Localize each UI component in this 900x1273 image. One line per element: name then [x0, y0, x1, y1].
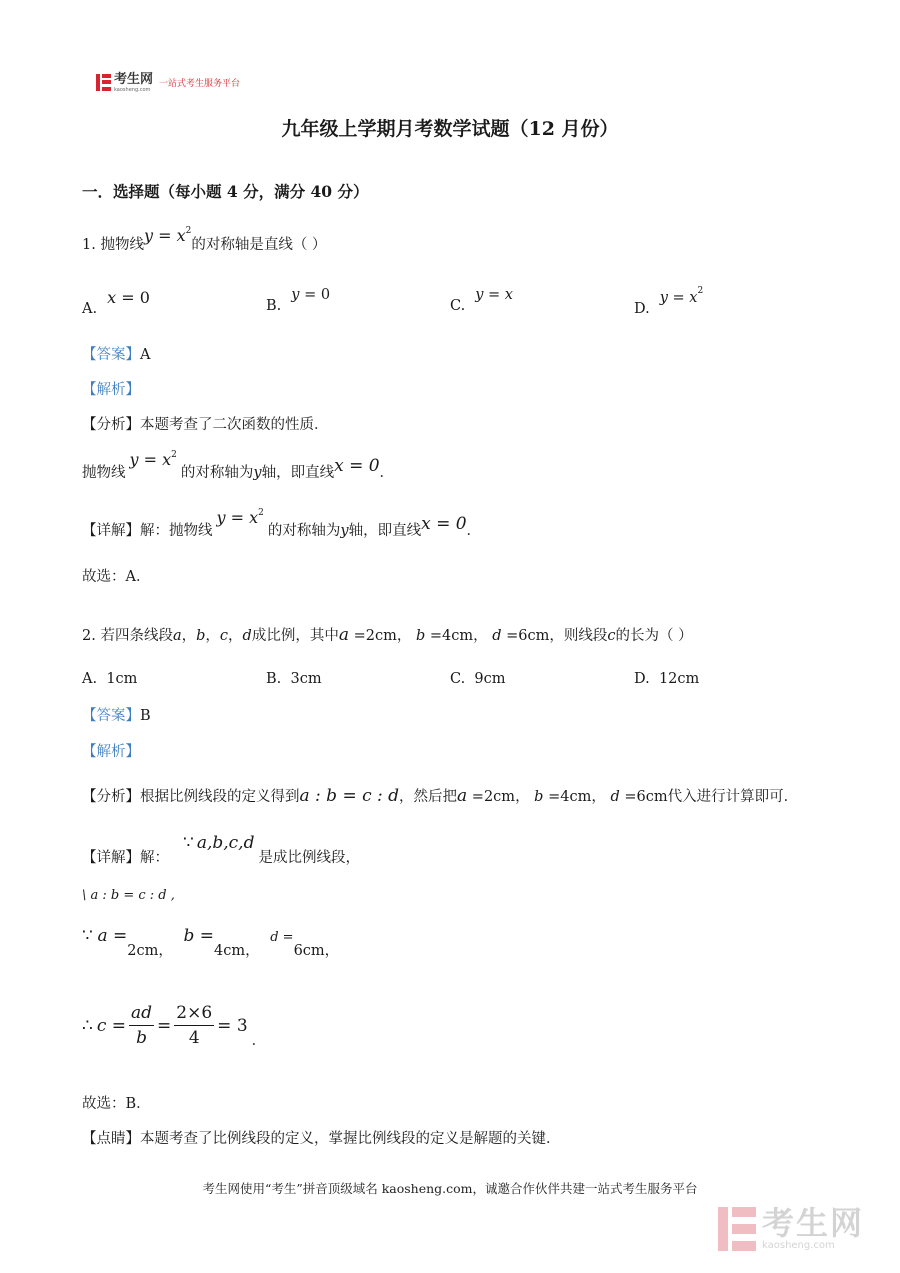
q1-options	[82, 286, 802, 320]
q2-option-b[interactable]: B. 3cm	[266, 671, 322, 687]
logo-domain: kaosheng.com	[114, 87, 151, 93]
q1-fenxi	[82, 413, 329, 434]
q2-conclusion: 故选：B．	[82, 1096, 151, 1112]
q2-answer-value: B	[140, 708, 151, 724]
q1-fenxi-text: 本题考查了二次函数的性质．	[140, 417, 329, 433]
q1-conclusion: 故选：A．	[82, 569, 151, 585]
q1-stem-prefix: 1. 抛物线	[82, 237, 144, 253]
q2-ratio: a : b = c : d	[299, 786, 400, 806]
logo-slogan: 一站式考生服务平台	[159, 78, 241, 89]
q2-stem: 2. 若四条线段a，b，c，d成比例，其中a =2cm， b =4cm， d =6cm，则线段c的长为（ ）	[82, 625, 693, 645]
q1-answer	[82, 343, 150, 364]
q2-options	[82, 671, 802, 691]
page-title: 九年级上学期月考数学试题（12 月份）	[281, 118, 619, 140]
q1-option-c[interactable]: C.y = x	[450, 287, 513, 314]
q2-option-d[interactable]: D. 12cm	[634, 671, 700, 687]
q1-answer-value: A	[140, 347, 151, 363]
watermark-domain: kaosheng.com	[762, 1240, 835, 1251]
fenxi-label: 【分析】	[82, 417, 140, 433]
watermark-logo	[718, 1206, 864, 1252]
q2-detail-line2: \ a : b = c : d ,	[82, 888, 175, 903]
section-heading: 一．选择题（每小题 4 分，满分 40 分）	[82, 182, 369, 201]
q1-option-b[interactable]: B.y = 0	[266, 287, 331, 314]
q1-stem-suffix: 的对称轴是直线（ ）	[191, 237, 327, 253]
answer-label: 【答案】	[82, 347, 140, 363]
fraction-ad-over-b: $\frac{ad}{b}$	[131, 1003, 153, 1048]
q2-fenxi: 【分析】根据比例线段的定义得到a : b = c : d，然后把a =2cm， b =4cm， d =6cm代入进行计算即可．	[82, 786, 799, 806]
detail-label: 【详解】	[82, 523, 140, 539]
q1-detail-equation: $y = x^2$	[216, 508, 264, 527]
logo-name: 考生网	[114, 72, 154, 87]
q2-dianjing: 【点睛】本题考查了比例线段的定义，掌握比例线段的定义是解题的关键．	[82, 1131, 561, 1147]
q1-stem-equation: $y = x^2$	[143, 226, 192, 245]
q2-answer: 【答案】B	[82, 708, 151, 724]
q1-stem	[82, 226, 327, 254]
q1-detail: 【详解】解：抛物线$y = x^2$的对称轴为y轴，即直线x = 0．	[82, 508, 482, 539]
header-logo	[96, 72, 240, 92]
q1-explanation-equation: $y = x^2$	[129, 450, 177, 469]
q2-detail-line4: ∴ c = $\frac{ad}{b}$ = $\frac{2\times 6}{4}$ = 3 ．	[82, 1003, 267, 1049]
page-footer: 考生网使用“考生”拼音顶级域名 kaosheng.com，诚邀合作伙伴共建一站式考生服务平台	[202, 1181, 698, 1196]
q1-option-a[interactable]: A.x = 0	[82, 288, 150, 317]
q2-detail-line1: 【详解】解：∵ a,b,c,d是成比例线段，	[82, 833, 360, 866]
watermark-name: 考生网	[762, 1204, 865, 1242]
q1-explanation-line: 抛物线$y = x^2$的对称轴为y轴，即直线x = 0．	[82, 450, 395, 481]
fraction-2x6-over-4: $\frac{2\times 6}{4}$	[176, 1003, 213, 1048]
kaosheng-watermark-icon	[718, 1207, 756, 1251]
q2-analysis-label: 【解析】	[82, 744, 140, 760]
kaosheng-logo-icon	[96, 74, 111, 91]
q2-option-c[interactable]: C. 9cm	[450, 671, 506, 687]
q1-analysis-label: 【解析】	[82, 382, 140, 398]
q2-detail-line3: ∵ a =2cm， b =4cm， d =6cm，	[82, 926, 340, 959]
dianjing-label: 【点睛】	[82, 1131, 140, 1147]
q2-option-a[interactable]: A. 1cm	[82, 671, 138, 687]
q1-option-d[interactable]: $D.y = x^2$	[634, 286, 704, 317]
